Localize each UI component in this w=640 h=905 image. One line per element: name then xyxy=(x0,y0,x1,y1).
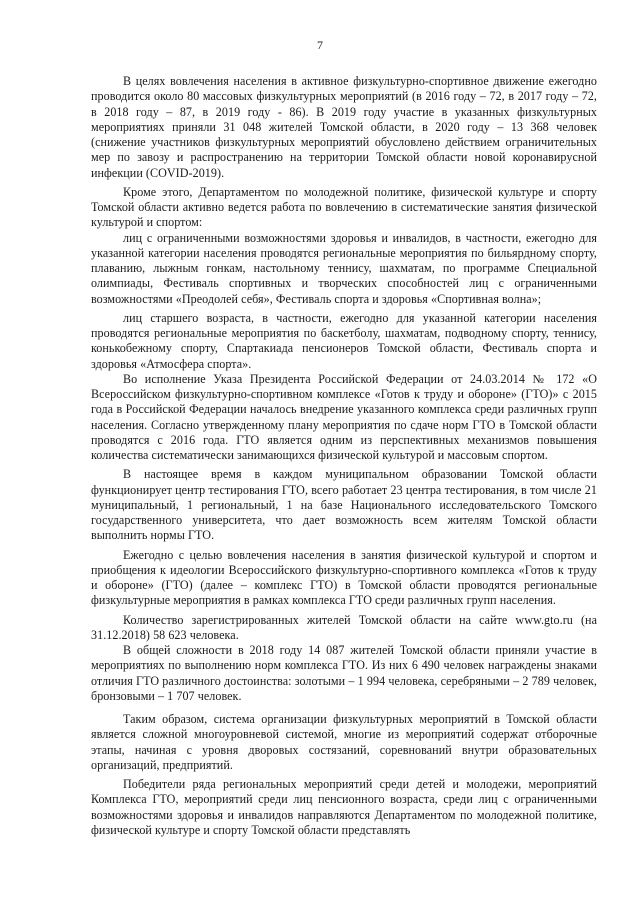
paragraph-mass-events: В целях вовлечения населения в активное физкультурно-спортивное движение ежегодно проводится около 80 массовых физкультурных мероприятий (в 2016 году – 72, в 2017 году – 72, в 2018 году – 87, в 2019 году - 86). В 2019 году участие в указанных физкультурных мероприятиях приняли 31 048 жителей Томской области, в 2020 году – 13 368 человек (снижение участников физкультурных мероприятий обусловлено действием ограничительных мер по завозу и распространению на территории Томской области новой коронавирусной инфекции (COVID-2019). xyxy=(91,74,597,180)
paragraph-winners: Победители ряда региональных мероприятий среди детей и молодежи, мероприятий Комплекса ГТО, мероприятий среди лиц пенсионного возраста, среди лиц с ограниченными возможностями здоровья и инвалидов направляются Департаментом по молодежной политике, физической культуре и спорту Томской области представлять xyxy=(91,777,597,837)
paragraph-annual-events: Ежегодно с целью вовлечения населения в занятия физической культурой и спортом и приобщения к идеологии Всероссийского физкультурно-спортивного комплекса «Готов к труду и обороне» (ГТО) (далее – комплекс ГТО) в Томской области проводятся региональные физкультурные мероприятия в рамках комплекса ГТО среди различных групп населения. xyxy=(91,547,597,608)
paragraph-registered-residents: Количество зарегистрированных жителей Томской области на сайте www.gto.ru (на 31.12.2018) 58 623 человека. xyxy=(91,612,597,642)
paragraph-system-summary: Таким образом, система организации физкультурных мероприятий в Томской области является сложной многоуровневой системой, многие из мероприятий содержат отборочные этапы, начиная с уровня дворовых состязаний, соревнований внутри образовательных организаций, предприятий. xyxy=(91,712,597,772)
paragraph-seniors: лиц старшего возраста, в частности, ежегодно для указанной категории населения проводятся региональные мероприятия по баскетболу, шахматам, подводному спорту, теннису, конькобежному спорту, Спартакиада пенсионеров Томской области, Фестиваль спорта и здоровья «Атмосфера спорта». xyxy=(91,310,597,371)
document-body xyxy=(91,74,597,838)
paragraph-disabled-persons: лиц с ограниченными возможностями здоровья и инвалидов, в частности, ежегодно для указанной категории населения проводятся региональные мероприятия по бильярдному спорту, плаванию, лыжным гонкам, настольному теннису, шахматам, по программе Специальной олимпиады, Фестиваль спортивных и творческих способностей лиц с ограниченными возможностями «Преодолей себя», Фестиваль спорта и здоровья «Спортивная волна»; xyxy=(91,230,597,306)
paragraph-gto-decree: Во исполнение Указа Президента Российской Федерации от 24.03.2014 № 172 «О Всероссийском физкультурно-спортивном комплексе «Готов к труду и обороне» (ГТО)» с 2015 года в Российской Федерации началось внедрение указанного комплекса среди различных групп населения. Согласно утвержденному плану мероприятия по сдаче норм ГТО в Томской области проводятся с 2016 года. ГТО является одним из перспективных механизмов повышения количества систематически занимающихся физической культурой и массовым спортом. xyxy=(91,371,597,462)
paragraph-testing-centers: В настоящее время в каждом муниципальном образовании Томской области функционирует центр тестирования ГТО, всего работает 23 центра тестирования, в том числе 21 муниципальный, 1 региональный, 1 на базе Национального исследовательского Томского государственного университета, что дает возможность всем жителям Томской области выполнить нормы ГТО. xyxy=(91,467,597,543)
paragraph-gto-participation: В общей сложности в 2018 году 14 087 жителей Томской области приняли участие в мероприятиях по выполнению норм комплекса ГТО. Из них 6 490 человек награждены знаками отличия ГТО различного достоинства: золотыми – 1 994 человека, серебряными – 2 789 человек, бронзовыми – 1 707 человек. xyxy=(91,643,597,703)
page-number: 7 xyxy=(317,38,323,52)
paragraph-department-work: Кроме этого, Департаментом по молодежной политике, физической культуре и спорту Томской области активно ведется работа по вовлечению в систематические занятия физической культурой и спортом: xyxy=(91,184,597,230)
